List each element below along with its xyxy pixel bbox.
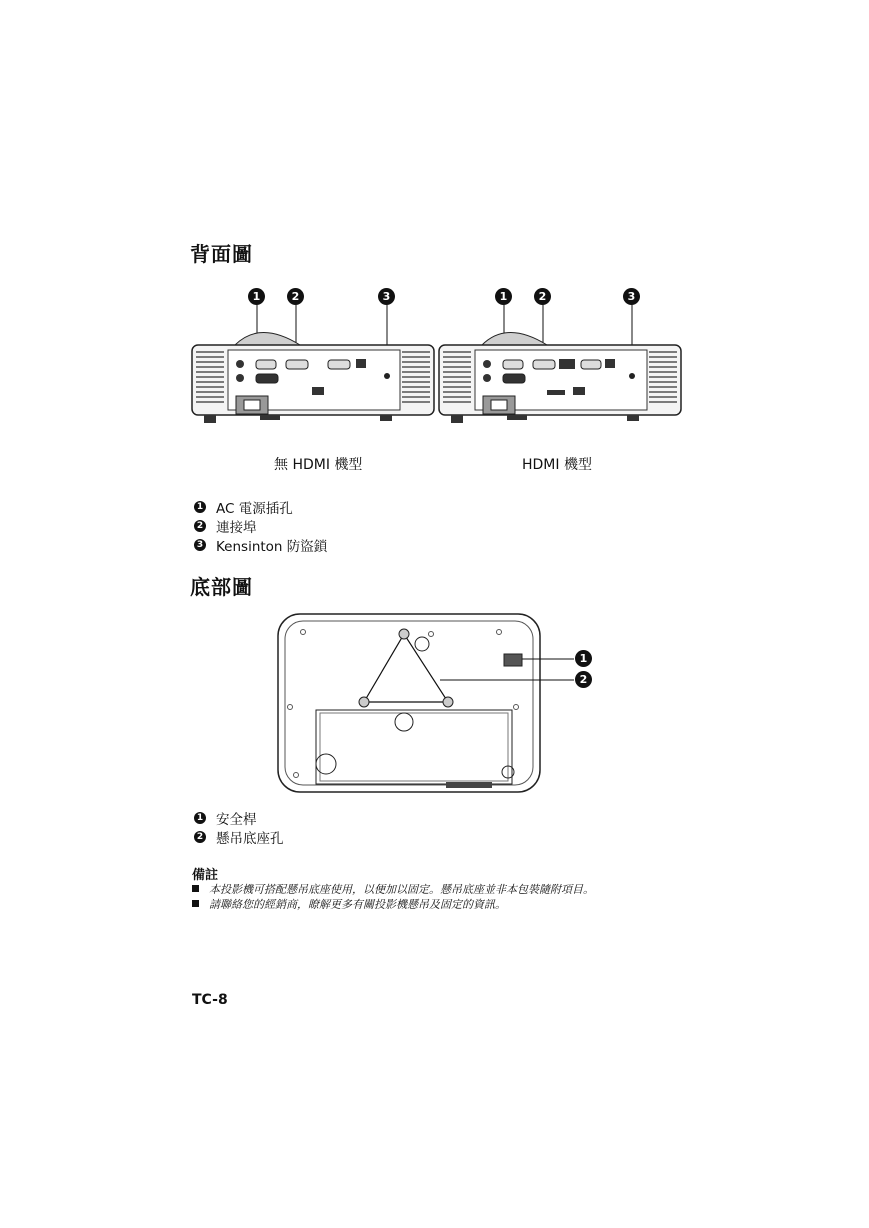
legend-item [194, 808, 284, 827]
legend-number: 1 [194, 812, 206, 824]
callout-1: 1 [495, 288, 512, 305]
bottom-figure [276, 612, 606, 797]
callout-3: 3 [623, 288, 640, 305]
note-text: 本投影機可搭配懸吊底座使用，以便加以固定。懸吊底座並非本包裝隨附項目。 [209, 882, 594, 896]
legend-label: AC 電源插孔 [216, 500, 293, 517]
callout-1: 1 [575, 650, 592, 667]
legend-item [194, 516, 327, 535]
bullet-square-icon [192, 900, 199, 907]
legend-label: Kensinton 防盜鎖 [216, 538, 328, 555]
legend-label: 連接埠 [216, 519, 257, 536]
legend-item [194, 827, 284, 846]
note-text: 請聯絡您的經銷商，瞭解更多有關投影機懸吊及固定的資訊。 [209, 897, 506, 911]
callout-2: 2 [534, 288, 551, 305]
legend-label: 安全桿 [216, 811, 257, 828]
callout-2: 2 [287, 288, 304, 305]
rear-figure-no-hdmi [190, 288, 435, 428]
legend-label: 懸吊底座孔 [216, 830, 284, 847]
notes-heading: 備註 [192, 868, 219, 883]
legend-number: 2 [194, 831, 206, 843]
bottom-view-heading: 底部圖 [190, 575, 253, 599]
callout-3: 3 [378, 288, 395, 305]
caption-no-hdmi: 無 HDMI 機型 [274, 457, 363, 473]
rear-view-legend [194, 497, 327, 554]
page-number: TC-8 [192, 992, 228, 1008]
projector-bottom-illustration [276, 612, 606, 797]
legend-number: 2 [194, 520, 206, 532]
callout-1: 1 [248, 288, 265, 305]
rear-view-heading: 背面圖 [190, 242, 253, 266]
notes-list [192, 881, 594, 911]
note-item [192, 896, 594, 911]
bullet-square-icon [192, 885, 199, 892]
bottom-view-legend [194, 808, 284, 846]
legend-item [194, 497, 327, 516]
legend-number: 1 [194, 501, 206, 513]
note-item [192, 881, 594, 896]
caption-hdmi: HDMI 機型 [522, 457, 592, 473]
projector-rear-hdmi-illustration [437, 288, 682, 428]
callout-2: 2 [575, 671, 592, 688]
legend-number: 3 [194, 539, 206, 551]
legend-item [194, 535, 327, 554]
rear-figure-hdmi [437, 288, 682, 428]
projector-rear-illustration [190, 288, 435, 428]
